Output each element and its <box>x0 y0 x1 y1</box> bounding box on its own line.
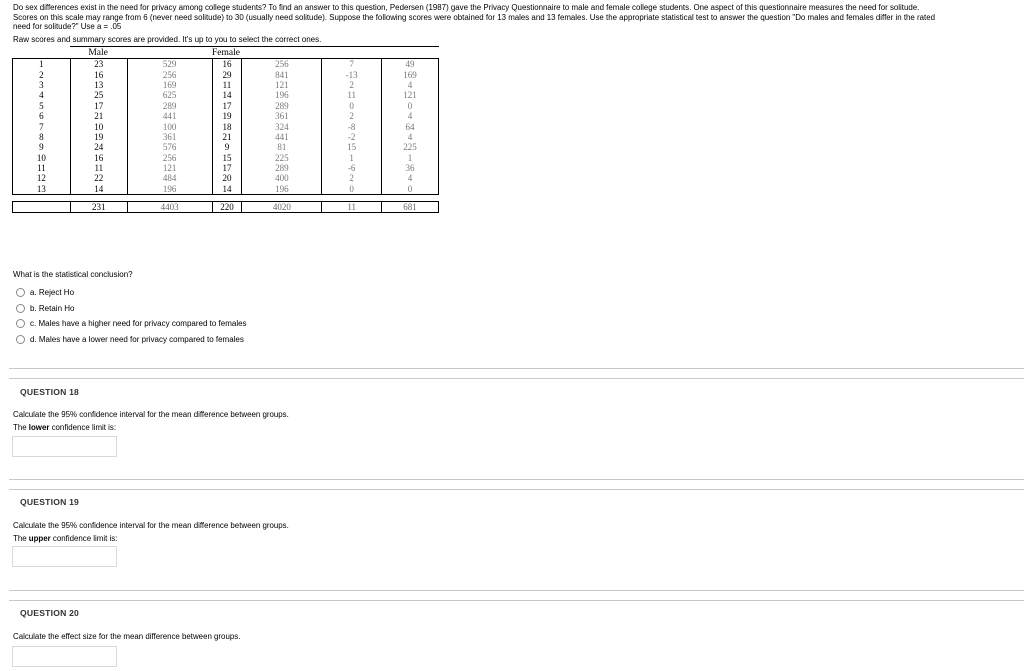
table-cell: 19 <box>70 132 127 142</box>
table-cell: 12 <box>13 173 71 183</box>
table-cell: 484 <box>127 173 212 183</box>
table-cell: -2 <box>322 132 382 142</box>
table-cell: 15 <box>322 142 382 152</box>
table-cell: 196 <box>242 90 322 100</box>
table-cell: 14 <box>70 184 127 195</box>
question-20-answer-input[interactable] <box>12 646 117 667</box>
table-cell: 441 <box>127 111 212 121</box>
table-cell: 121 <box>242 80 322 90</box>
radio-button-icon[interactable] <box>16 288 25 297</box>
table-cell: 4403 <box>127 202 212 213</box>
divider <box>9 479 1024 480</box>
radio-button-icon[interactable] <box>16 319 25 328</box>
table-cell: 441 <box>242 132 322 142</box>
table-cell: 11 <box>212 80 242 90</box>
question-20-text: Calculate the effect size for the mean difference between groups. <box>13 632 241 641</box>
table-cell: 23 <box>70 59 127 70</box>
table-cell: 100 <box>127 121 212 131</box>
table-cell: 2 <box>322 80 382 90</box>
table-cell: 121 <box>127 163 212 173</box>
table-cell: 11 <box>70 163 127 173</box>
option-b[interactable] <box>13 301 247 317</box>
female-column-header: Female <box>212 47 322 59</box>
table-cell: 289 <box>242 101 322 111</box>
table-cell: 4 <box>13 90 71 100</box>
table-cell: 21 <box>70 111 127 121</box>
table-cell: 400 <box>242 173 322 183</box>
table-cell: 5 <box>13 101 71 111</box>
table-cell: 0 <box>322 184 382 195</box>
table-cell: 13 <box>13 184 71 195</box>
male-column-header: Male <box>70 47 212 59</box>
question-20-title: QUESTION 20 <box>20 608 80 618</box>
intro-line-3: need for solitude?" Use a = .05 <box>13 22 122 32</box>
divider <box>9 368 1024 369</box>
table-cell: 29 <box>212 69 242 79</box>
totals-row <box>13 202 439 213</box>
table-cell: 4 <box>382 132 439 142</box>
table-row <box>13 101 439 111</box>
table-row <box>13 184 439 195</box>
table-cell: 225 <box>382 142 439 152</box>
table-cell: 196 <box>127 184 212 195</box>
table-cell: 24 <box>70 142 127 152</box>
table-cell: 16 <box>70 69 127 79</box>
divider <box>9 600 1024 601</box>
intro-line-2: Scores on this scale may range from 6 (never need solitude) to 30 (usually need solitude). Suppose the following scores were obtained for 13 males and 13 females. Use the appropriate statistical test to answer the question "Do males and females differ in the rated <box>13 12 935 22</box>
question-17-answers <box>13 270 247 347</box>
raw-scores-note: Raw scores and summary scores are provided. It's up to you to select the correct ones. <box>13 35 322 44</box>
table-cell: 256 <box>242 59 322 70</box>
table-row <box>13 173 439 183</box>
table-body <box>13 59 439 195</box>
option-label: b. Retain Ho <box>30 303 75 313</box>
table-cell: 9 <box>212 142 242 152</box>
table-cell: -13 <box>322 69 382 79</box>
table-cell: 17 <box>212 101 242 111</box>
table-cell: 20 <box>212 173 242 183</box>
table-cell: 36 <box>382 163 439 173</box>
table-cell: 10 <box>13 153 71 163</box>
table-cell: 169 <box>382 69 439 79</box>
subtext-bold: lower <box>28 423 50 432</box>
table-row <box>13 153 439 163</box>
table-cell: 1 <box>13 59 71 70</box>
table-cell: -8 <box>322 121 382 131</box>
table-cell: 16 <box>212 59 242 70</box>
table-cell: 529 <box>127 59 212 70</box>
table-cell: -6 <box>322 163 382 173</box>
table-cell: 13 <box>70 80 127 90</box>
table-row <box>13 142 439 152</box>
option-label: d. Males have a lower need for privacy compared to females <box>30 334 244 344</box>
table-cell: 64 <box>382 121 439 131</box>
option-d[interactable] <box>13 332 247 348</box>
table-cell: 49 <box>382 59 439 70</box>
table-cell: 8 <box>13 132 71 142</box>
table-cell: 231 <box>70 202 127 213</box>
question-19-title: QUESTION 19 <box>20 497 80 507</box>
table-cell: 11 <box>322 90 382 100</box>
table-cell: 324 <box>242 121 322 131</box>
table-cell: 220 <box>212 202 242 213</box>
table-cell: 14 <box>212 184 242 195</box>
table-cell: 21 <box>212 132 242 142</box>
question-18-text: Calculate the 95% confidence interval for the mean difference between groups. <box>13 410 289 419</box>
table-cell: 0 <box>322 101 382 111</box>
question-19-text: Calculate the 95% confidence interval for the mean difference between groups. <box>13 521 289 530</box>
table-cell: 0 <box>382 101 439 111</box>
table-cell: 81 <box>242 142 322 152</box>
table-row <box>13 132 439 142</box>
question-17-prompt: What is the statistical conclusion? <box>13 270 133 279</box>
table-row <box>13 69 439 79</box>
option-a[interactable] <box>13 285 247 301</box>
table-cell: 22 <box>70 173 127 183</box>
intro-line-1: Do sex differences exist in the need for privacy among college students? To find an answer to this question, Pedersen (1987) gave the Privacy Questionnaire to male and female college students. One aspect of this questionnaire measures the need for solitude. <box>13 3 920 12</box>
table-cell: 256 <box>127 69 212 79</box>
table-cell: 2 <box>13 69 71 79</box>
question-17-intro <box>13 3 1018 32</box>
question-18-title: QUESTION 18 <box>20 387 80 397</box>
table-cell: 681 <box>382 202 439 213</box>
table-cell: 576 <box>127 142 212 152</box>
table-row <box>13 111 439 121</box>
table-cell: 17 <box>212 163 242 173</box>
table-cell: 121 <box>382 90 439 100</box>
table-cell: 225 <box>242 153 322 163</box>
table-row <box>13 121 439 131</box>
table-cell: 4020 <box>242 202 322 213</box>
table-cell: 15 <box>212 153 242 163</box>
table-cell: 4 <box>382 111 439 121</box>
table-cell: 196 <box>242 184 322 195</box>
option-c[interactable] <box>13 316 247 332</box>
table-row <box>13 80 439 90</box>
table-cell: 1 <box>322 153 382 163</box>
table-cell <box>13 202 71 213</box>
table-cell: 289 <box>127 101 212 111</box>
subtext-prefix: The <box>13 423 29 432</box>
subtext-suffix: confidence limit is: <box>49 423 117 432</box>
table-cell: 361 <box>127 132 212 142</box>
subtext-suffix: confidence limit is: <box>50 534 118 543</box>
table-cell: 256 <box>127 153 212 163</box>
table-cell: 0 <box>382 184 439 195</box>
question-19-subtext <box>13 534 117 543</box>
table-cell: 2 <box>322 111 382 121</box>
table-cell: 7 <box>322 59 382 70</box>
table-cell: 10 <box>70 121 127 131</box>
scores-table <box>12 46 439 213</box>
table-cell: 6 <box>13 111 71 121</box>
subtext-prefix: The <box>13 534 29 543</box>
radio-button-icon[interactable] <box>16 335 25 344</box>
table-row <box>13 90 439 100</box>
table-cell: 11 <box>13 163 71 173</box>
radio-button-icon[interactable] <box>16 304 25 313</box>
table-row <box>13 163 439 173</box>
table-cell: 3 <box>13 80 71 90</box>
table-cell: 841 <box>242 69 322 79</box>
subtext-bold: upper <box>28 534 51 543</box>
question-18-subtext <box>13 423 116 432</box>
table-cell: 2 <box>322 173 382 183</box>
table-header-row <box>13 47 439 59</box>
question-18-answer-input[interactable] <box>12 436 117 457</box>
table-cell: 4 <box>382 173 439 183</box>
table-cell: 11 <box>322 202 382 213</box>
table-cell: 169 <box>127 80 212 90</box>
table-cell: 4 <box>382 80 439 90</box>
question-19-answer-input[interactable] <box>12 546 117 567</box>
table-cell: 7 <box>13 121 71 131</box>
table-cell: 14 <box>212 90 242 100</box>
table-row <box>13 59 439 70</box>
table-cell: 19 <box>212 111 242 121</box>
option-label: a. Reject Ho <box>30 288 75 298</box>
table-cell: 289 <box>242 163 322 173</box>
table-cell: 25 <box>70 90 127 100</box>
table-cell: 16 <box>70 153 127 163</box>
table-cell: 17 <box>70 101 127 111</box>
table-cell: 1 <box>382 153 439 163</box>
option-label: c. Males have a higher need for privacy compared to females <box>30 319 247 329</box>
table-cell: 9 <box>13 142 71 152</box>
table-cell: 361 <box>242 111 322 121</box>
table-cell: 625 <box>127 90 212 100</box>
table-cell: 18 <box>212 121 242 131</box>
divider <box>9 590 1024 591</box>
divider <box>9 489 1024 490</box>
divider <box>9 378 1024 379</box>
